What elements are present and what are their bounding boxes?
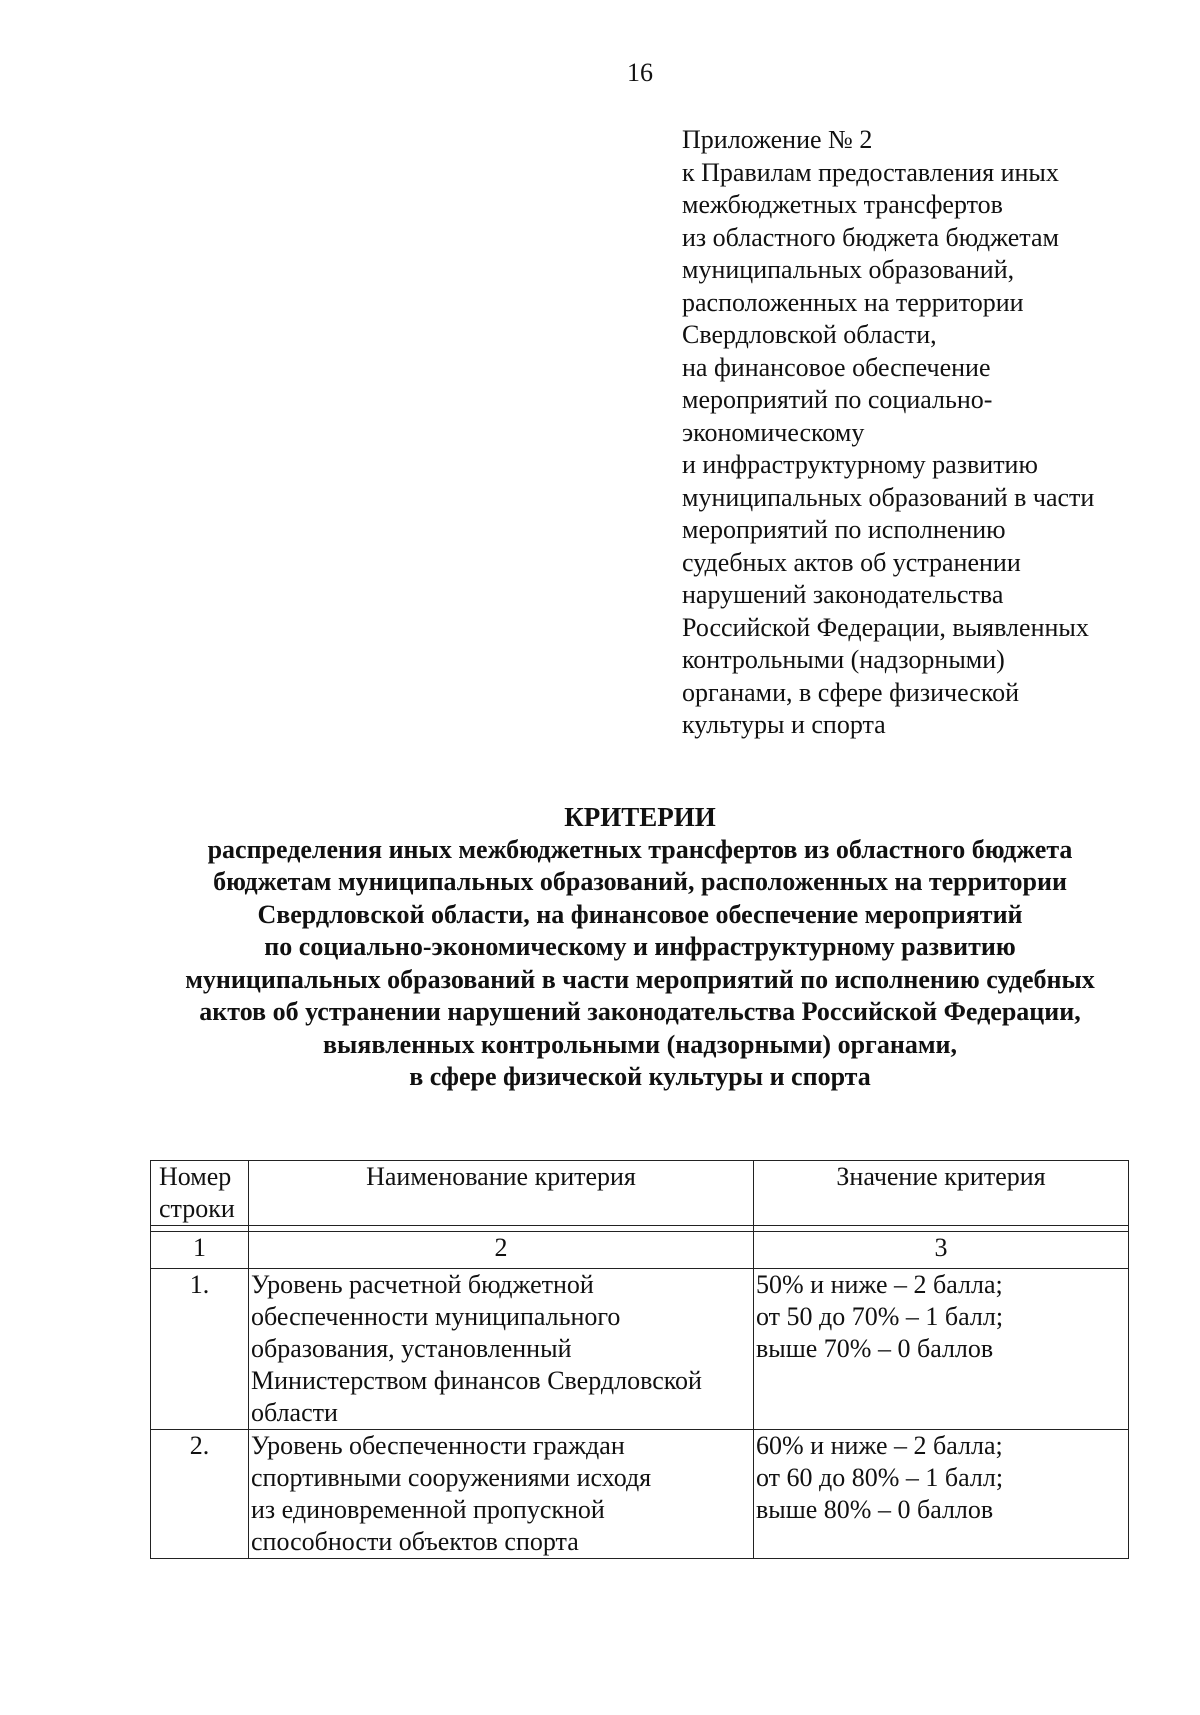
criterion-value-line: от 60 до 80% – 1 балл; [756,1463,1004,1492]
appendix-line: органами, в сфере физической [682,677,1020,707]
appendix-line: культуры и спорта [682,710,886,739]
appendix-line: из областного бюджета бюджетам [682,222,1059,252]
title-line: актов об устранении нарушений законодательства Российской Федерации, [199,997,1081,1026]
table-row [151,1269,1129,1430]
appendix-line: и инфраструктурному развитию [682,450,1038,479]
appendix-line: Приложение № 2 [682,125,873,154]
header-name: Наименование критерия [249,1161,754,1226]
appendix-line: экономическому [682,417,865,447]
title-line: выявленных контрольными (надзорными) органами, [322,1029,958,1059]
header-number-line: строки [159,1194,235,1223]
title-line: Свердловской области, на финансовое обеспечение мероприятий [257,899,1023,929]
appendix-line: к Правилам предоставления иных [682,157,1059,187]
appendix-line: муниципальных образований в части [682,482,1095,512]
appendix-note [682,124,1152,742]
appendix-line: расположенных на территории [682,287,1024,317]
header-value: Значение критерия [754,1161,1129,1226]
appendix-line: мероприятий по социально- [682,385,993,414]
row-number: 2. [151,1430,249,1559]
criterion-name-line: области [251,1398,338,1427]
header-number [151,1161,249,1226]
appendix-line: нарушений законодательства [682,580,1004,609]
appendix-line: мероприятий по исполнению [682,515,1006,544]
criterion-name-line: из единовременной пропускной [251,1495,605,1524]
appendix-line: контрольными (надзорными) [682,645,1005,674]
criterion-name-line: Уровень обеспеченности граждан [251,1431,625,1460]
appendix-line: судебных актов об устранении [682,547,1021,577]
criterion-value-line: выше 70% – 0 баллов [756,1334,994,1363]
criterion-name-line: Министерством финансов Свердловской [251,1366,702,1395]
appendix-line: Российской Федерации, выявленных [682,612,1089,642]
criterion-value [754,1269,1129,1430]
criterion-name-line: обеспеченности муниципального [251,1302,621,1331]
criterion-name-line: спортивными сооружениями исходя [251,1463,652,1492]
appendix-line: муниципальных образований, [682,255,1015,284]
criterion-value-line: от 50 до 70% – 1 балл; [756,1302,1004,1331]
document-title [140,801,1140,1094]
criterion-name-line: образования, установленный [251,1334,572,1363]
criterion-name [249,1269,754,1430]
criterion-value-line: 60% и ниже – 2 балла; [756,1431,1003,1460]
column-index: 2 [249,1232,754,1269]
criterion-value-line: 50% и ниже – 2 балла; [756,1270,1003,1299]
column-index: 1 [151,1232,249,1269]
criterion-value [754,1430,1129,1559]
title-heading: КРИТЕРИИ [564,802,716,832]
row-number: 1. [151,1269,249,1430]
title-line: распределения иных межбюджетных трансфертов из областного бюджета [207,834,1073,864]
column-index-row [151,1232,1129,1269]
title-line: в сфере физической культуры и спорта [409,1062,871,1091]
column-index: 3 [754,1232,1129,1269]
table-header-row [151,1161,1129,1226]
title-line: по социально-экономическому и инфраструктурному развитию [264,932,1016,961]
header-number-line: Номер [159,1162,232,1191]
appendix-line: на финансовое обеспечение [682,352,991,382]
page-number: 16 [627,58,653,87]
appendix-line: межбюджетных трансфертов [682,190,1003,219]
criterion-name [249,1430,754,1559]
title-line: бюджетам муниципальных образований, расположенных на территории [213,867,1067,896]
title-line: муниципальных образований в части мероприятий по исполнению судебных [185,964,1095,994]
criterion-name-line: Уровень расчетной бюджетной [251,1270,594,1299]
appendix-line: Свердловской области, [682,320,937,349]
criterion-name-line: способности объектов спорта [251,1527,579,1556]
table-row [151,1430,1129,1559]
criteria-table [150,1160,1129,1559]
criterion-value-line: выше 80% – 0 баллов [756,1495,994,1524]
